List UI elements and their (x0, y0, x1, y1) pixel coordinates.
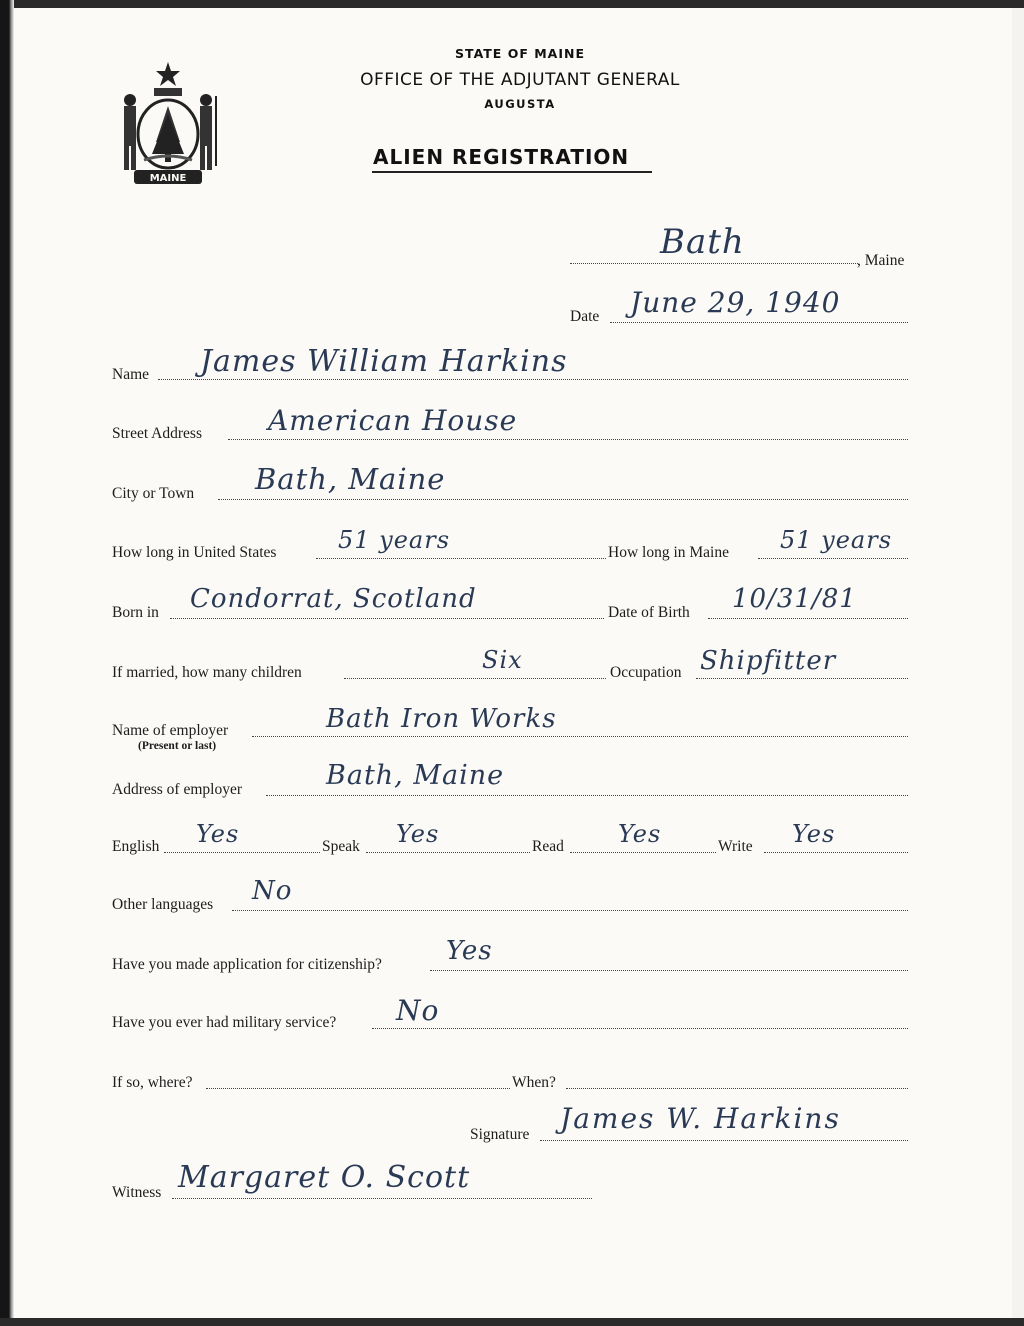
other-languages-label: Other languages (112, 896, 214, 913)
born-in-label: Born in (112, 604, 159, 621)
maine-label: , Maine (857, 252, 905, 269)
city-value[interactable]: Bath, Maine (255, 462, 446, 496)
citizenship-label: Have you made application for citizenship? (112, 956, 382, 973)
date-value[interactable]: June 29, 1940 (630, 286, 841, 319)
occupation-value[interactable]: Shipfitter (700, 646, 837, 676)
born-in-line (170, 618, 604, 619)
write-value[interactable]: Yes (792, 820, 836, 848)
employer-label: Name of employer (112, 722, 229, 739)
children-value[interactable]: Six (482, 646, 523, 674)
citizenship-line (430, 970, 908, 971)
name-line (158, 379, 908, 380)
header-state: STATE OF MAINE (455, 46, 585, 61)
employer-value[interactable]: Bath Iron Works (326, 704, 557, 734)
military-label: Have you ever had military service? (112, 1014, 337, 1031)
seal-banner-text: MAINE (149, 173, 187, 184)
occupation-line (696, 678, 908, 679)
english-value[interactable]: Yes (196, 820, 240, 848)
how-long-us-value[interactable]: 51 years (338, 526, 451, 554)
street-line (228, 439, 908, 440)
children-line (344, 678, 606, 679)
signature-value[interactable]: James W. Harkins (560, 1102, 841, 1135)
scan-edge-left (0, 0, 14, 1326)
how-long-maine-label: How long in Maine (608, 544, 729, 561)
employer-note: (Present or last) (138, 740, 217, 752)
witness-value[interactable]: Margaret O. Scott (178, 1160, 471, 1195)
how-long-us-label: How long in United States (112, 544, 277, 561)
read-value[interactable]: Yes (618, 820, 662, 848)
born-in-value[interactable]: Condorrat, Scotland (190, 584, 477, 614)
town-line (570, 263, 858, 264)
write-line (764, 852, 908, 853)
employer-address-line (266, 795, 908, 796)
children-label: If married, how many children (112, 664, 302, 681)
occupation-label: Occupation (610, 664, 682, 681)
english-label: English (112, 838, 160, 855)
state-seal-icon (112, 56, 224, 188)
street-label: Street Address (112, 425, 202, 442)
city-label: City or Town (112, 485, 195, 502)
header-city: AUGUSTA (484, 97, 556, 111)
how-long-maine-value[interactable]: 51 years (780, 526, 893, 554)
name-value[interactable]: James William Harkins (200, 344, 568, 379)
form-title: ALIEN REGISTRATION (373, 145, 630, 169)
title-underline (372, 171, 652, 173)
other-languages-value[interactable]: No (252, 876, 293, 906)
english-line (164, 852, 320, 853)
if-so-where-label: If so, where? (112, 1074, 193, 1091)
employer-address-label: Address of employer (112, 781, 242, 798)
witness-label: Witness (112, 1184, 162, 1201)
witness-line (172, 1198, 592, 1199)
city-line (218, 499, 908, 500)
other-languages-line (232, 910, 908, 911)
header-office: OFFICE OF THE ADJUTANT GENERAL (360, 70, 680, 90)
read-line (570, 852, 716, 853)
employer-address-value[interactable]: Bath, Maine (326, 760, 505, 791)
date-of-birth-label: Date of Birth (608, 604, 690, 621)
town-value[interactable]: Bath (660, 222, 745, 262)
street-value[interactable]: American House (268, 404, 518, 437)
date-of-birth-value[interactable]: 10/31/81 (732, 584, 857, 614)
how-long-us-line (316, 558, 606, 559)
when-label: When? (512, 1074, 556, 1091)
military-value[interactable]: No (396, 994, 440, 1027)
speak-line (366, 852, 530, 853)
speak-label: Speak (322, 838, 360, 855)
signature-line (540, 1140, 908, 1141)
employer-line (252, 736, 908, 737)
name-label: Name (112, 366, 150, 383)
military-line (372, 1028, 908, 1029)
scan-edge-top (0, 0, 1024, 8)
citizenship-value[interactable]: Yes (446, 936, 493, 966)
date-line (610, 322, 908, 323)
read-label: Read (532, 838, 564, 855)
scan-edge-bottom (0, 1318, 1024, 1326)
how-long-maine-line (758, 558, 908, 559)
date-label: Date (570, 308, 600, 325)
when-line[interactable] (566, 1088, 908, 1089)
if-so-where-line[interactable] (206, 1088, 510, 1089)
date-of-birth-line (708, 618, 908, 619)
write-label: Write (718, 838, 753, 855)
signature-label: Signature (470, 1126, 530, 1143)
speak-value[interactable]: Yes (396, 820, 440, 848)
